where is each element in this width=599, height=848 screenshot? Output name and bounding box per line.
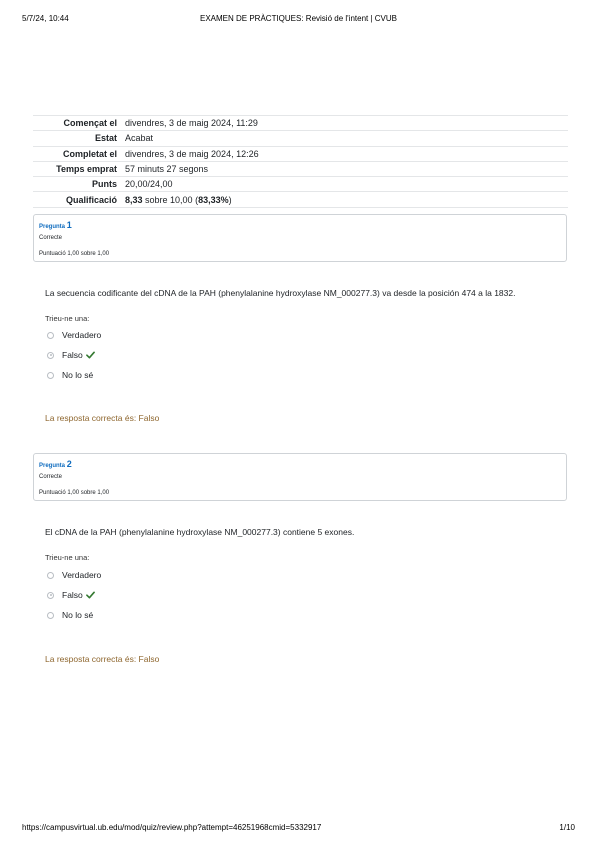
option-label: Verdadero: [62, 330, 102, 340]
radio-button[interactable]: [47, 572, 54, 579]
summary-label: Estat: [33, 131, 121, 146]
radio-button-checked[interactable]: [47, 352, 54, 359]
summary-value: 57 minuts 27 segons: [121, 161, 568, 176]
radio-button-checked[interactable]: [47, 592, 54, 599]
summary-row: [33, 161, 568, 176]
answer-option[interactable]: [47, 329, 101, 341]
answer-option[interactable]: [47, 369, 93, 381]
radio-button[interactable]: [47, 372, 54, 379]
summary-row: [33, 146, 568, 161]
question-number: [39, 220, 72, 230]
attempt-summary-table: [33, 115, 568, 208]
question-info-box: [33, 453, 567, 501]
summary-row: [33, 131, 568, 146]
question-num: 1: [66, 220, 72, 230]
grade-out-of: sobre 10,00 (: [142, 194, 199, 205]
answer-prompt: Trieu-ne una:: [45, 314, 90, 323]
print-date: 5/7/24, 10:44: [22, 14, 69, 23]
option-label: No lo sé: [62, 610, 94, 620]
answer-option[interactable]: [47, 569, 101, 581]
summary-row: [33, 116, 568, 131]
question-label: Pregunta: [39, 463, 66, 469]
question-number: [39, 459, 72, 469]
summary-value: 20,00/24,00: [121, 177, 568, 192]
grade-score: 8,33: [125, 194, 143, 205]
question-state: Correcte: [39, 235, 63, 241]
print-url: https://campusvirtual.ub.edu/mod/quiz/review.php?attempt=46251968cmid=5332917: [22, 823, 322, 832]
summary-grade-value: [121, 192, 568, 207]
question-grade: Puntuació 1,00 sobre 1,00: [39, 490, 110, 496]
summary-label: Punts: [33, 177, 121, 192]
summary-label: Temps emprat: [33, 161, 121, 176]
print-footer: [22, 823, 575, 835]
print-page-number: 1/10: [559, 823, 575, 832]
summary-value: divendres, 3 de maig 2024, 11:29: [121, 116, 568, 131]
option-label: Falso: [62, 590, 83, 600]
answer-prompt: Trieu-ne una:: [45, 553, 90, 562]
question-info-box: [33, 214, 567, 262]
right-answer-feedback: La resposta correcta és: Falso: [45, 654, 160, 664]
question-text: La secuencia codificante del cDNA de la PAH (phenylalanine hydroxylase NM_000277.3) va desde la posición 474 a la 1832.: [45, 288, 516, 298]
print-header: [22, 14, 575, 26]
answer-option[interactable]: [47, 609, 93, 621]
summary-label: Completat el: [33, 146, 121, 161]
grade-close: ): [228, 194, 232, 205]
answer-option-selected[interactable]: [47, 589, 95, 601]
question-text: El cDNA de la PAH (phenylalanine hydroxylase NM_000277.3) contiene 5 exones.: [45, 527, 355, 537]
summary-value: Acabat: [121, 131, 568, 146]
grade-percent: 83,33%: [198, 194, 229, 205]
question-label: Pregunta: [39, 224, 66, 230]
option-label: Falso: [62, 350, 83, 360]
check-icon: [86, 351, 95, 359]
summary-value: divendres, 3 de maig 2024, 12:26: [121, 146, 568, 161]
summary-label: Començat el: [33, 116, 121, 131]
print-title: EXAMEN DE PRÀCTIQUES: Revisió de l'intent | CVUB: [200, 14, 397, 23]
summary-label: Qualificació: [33, 192, 121, 207]
right-answer-feedback: La resposta correcta és: Falso: [45, 413, 160, 423]
question-num: 2: [66, 459, 72, 469]
summary-row: [33, 177, 568, 192]
question-grade: Puntuació 1,00 sobre 1,00: [39, 251, 110, 257]
radio-button[interactable]: [47, 612, 54, 619]
question-state: Correcte: [39, 474, 63, 480]
radio-button[interactable]: [47, 332, 54, 339]
option-label: No lo sé: [62, 370, 94, 380]
option-label: Verdadero: [62, 570, 102, 580]
answer-option-selected[interactable]: [47, 349, 95, 361]
summary-row: [33, 192, 568, 207]
check-icon: [86, 591, 95, 599]
